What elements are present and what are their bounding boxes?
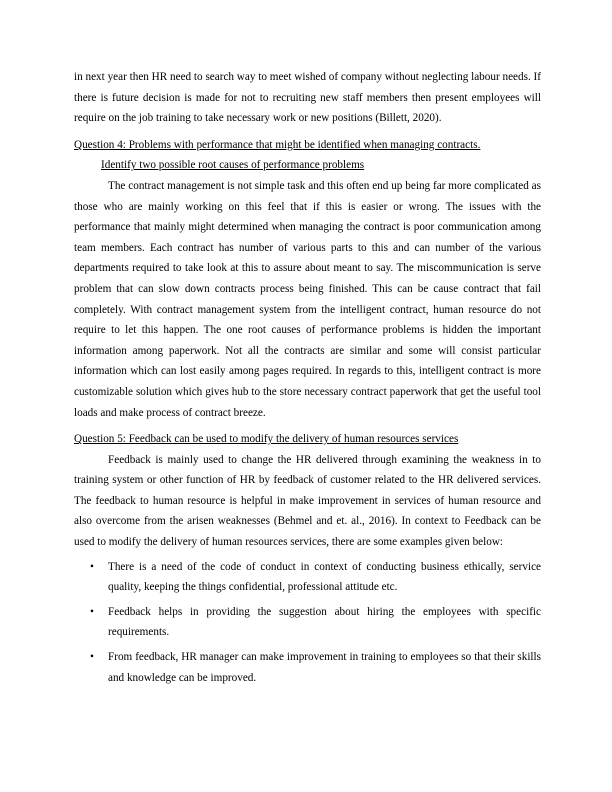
bullet-icon: • bbox=[90, 605, 94, 618]
bullet-icon: • bbox=[90, 651, 94, 664]
question-4-heading-line-2: Identify two possible root causes of performance problems bbox=[101, 159, 365, 172]
list-item bbox=[74, 647, 541, 688]
document-page bbox=[74, 67, 541, 688]
bullet-icon: • bbox=[90, 560, 94, 573]
question-5-body: Feedback is mainly used to change the HR delivered through examining the weakness in to training system or other function of HR by feedback of customer related to the HR delivered services. The feedback to human resource is helpful in make improvement in services of human resource and also overcome from the arisen weaknesses (Behmel and et. al., 2016). In context to Feedback can be used to modify the delivery of human resources services, there are some examples given below: bbox=[74, 453, 541, 549]
question-5-heading: Question 5: Feedback can be used to modify the delivery of human resources services bbox=[74, 433, 459, 446]
list-item bbox=[74, 602, 541, 643]
list-item-text: From feedback, HR manager can make improvement in training to employees so that their skills and knowledge can be improved. bbox=[108, 651, 541, 684]
feedback-examples-list bbox=[74, 557, 541, 689]
question-4-heading bbox=[74, 135, 541, 176]
list-item-text: There is a need of the code of conduct in context of conducting business ethically, service quality, keeping the things confidential, professional attitude etc. bbox=[108, 560, 541, 594]
list-item bbox=[74, 557, 541, 598]
intro-paragraph: in next year then HR need to search way to meet wished of company without neglecting labour needs. If there is future decision is made for not to recruiting new staff members then present employees will require on the job training to take necessary work or new positions (Billett, 2020). bbox=[74, 71, 541, 125]
question-4-body: The contract management is not simple task and this often end up being far more complicated as those who are mainly working on this feel that if this is easier or wrong. The issues with the performance that mainly might determined when managing the contract is poor communication among team members. Each contract has number of various parts to this and can number of the various departments required to take look at this to assure about meant to say. The miscommunication is serve problem that can slow down contracts process being finished. This can be cause contract that fail completely. With contract management system from the intelligent contract, human resource do not require to let this happen. The one root causes of performance problems is hidden the important information among paperwork. Not all the contracts are similar and some will consist particular information which can lost easily among pages required. In regards to this, intelligent contract is more customizable solution which gives hub to the store necessary contract paperwork that get the useful tool loads and make process of contract breeze. bbox=[74, 179, 541, 419]
list-item-text: Feedback helps in providing the suggestion about hiring the employees with specific requirements. bbox=[108, 605, 541, 639]
question-4-heading-line-1: Question 4: Problems with performance that might be identified when managing contracts. bbox=[74, 138, 481, 151]
